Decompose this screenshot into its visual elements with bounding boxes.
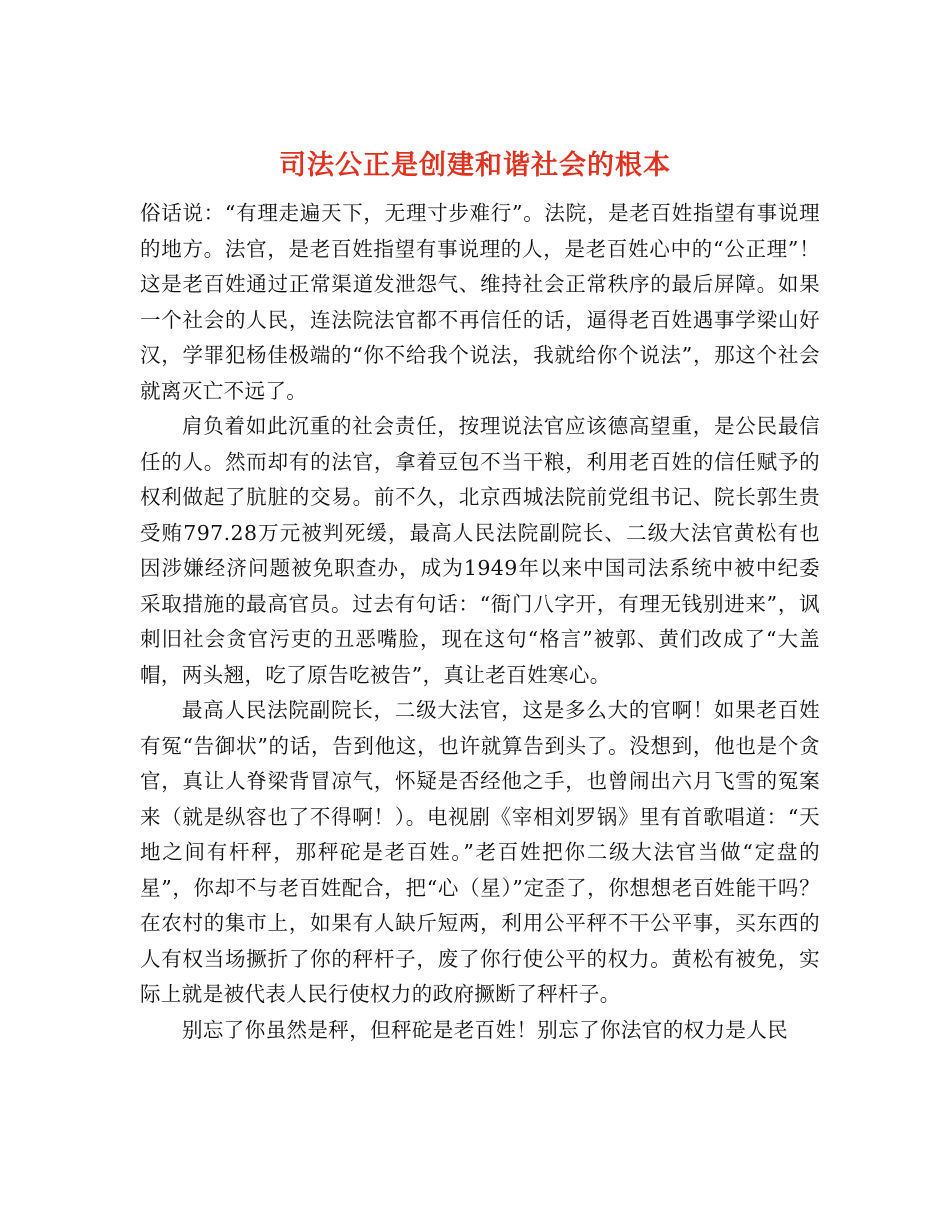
paragraph-3: 最高人民法院副院长，二级大法官，这是多么大的官啊！如果老百姓有冤“告御状”的话，告到他这，也许就算告到头了。没想到，他也是个贪官，真让人脊梁背冒凉气，怀疑是否经他之手，也曾闹出六月飞雪的冤案来（就是纵容也了不得啊！）。电视剧《宰相刘罗锅》里有首歌唱道：“天地之间有杆秤，那秤砣是老百姓。”老百姓把你二级大法官当做“定盘的星”，你却不与老百姓配合，把“心（星）”定歪了，你想想老百姓能干吗？在农村的集市上，如果有人缺斤短两，利用公平秤不干公平事，买东西的人有权当场撅折了你的秤杆子，废了你行使公平的权力。黄松有被免，实际上就是被代表人民行使权力的政府撅断了秤杆子。: [140, 698, 820, 1006]
paragraph-2: 肩负着如此沉重的社会责任，按理说法官应该德高望重，是公民最信任的人。然而却有的法官，拿着豆包不当干粮，利用老百姓的信任赋予的权利做起了肮脏的交易。前不久，北京西城法院前党组书记、院长郭生贵受贿797.28万元被判死缓，最高人民法院副院长、二级大法官黄松有也因涉嫌经济问题被免职查办，成为1949年以来中国司法系统中被中纪委采取措施的最高官员。过去有句话：“衙门八字开，有理无钱别进来”，讽刺旧社会贪官污吏的丑恶嘴脸，现在这句“格言”被郭、黄们改成了“大盖帽，两头翘，吃了原告吃被告”，真让老百姓寒心。: [140, 414, 820, 687]
document-body: [140, 196, 820, 1048]
paragraph-4: 别忘了你虽然是秤，但秤砣是老百姓！别忘了你法官的权力是人民: [182, 1017, 789, 1042]
paragraph-1: 俗话说：“有理走遍天下，无理寸步难行”。法院，是老百姓指望有事说理的地方。法官，是老百姓指望有事说理的人，是老百姓心中的“公正理”！这是老百姓通过正常渠道发泄怨气、维持社会正常秩序的最后屏障。如果一个社会的人民，连法院法官都不再信任的话，逼得老百姓遇事学梁山好汉，学罪犯杨佳极端的“你不给我个说法，我就给你个说法”，那这个社会就离灭亡不远了。: [140, 201, 820, 403]
document-title: 司法公正是创建和谐社会的根本: [279, 150, 671, 182]
